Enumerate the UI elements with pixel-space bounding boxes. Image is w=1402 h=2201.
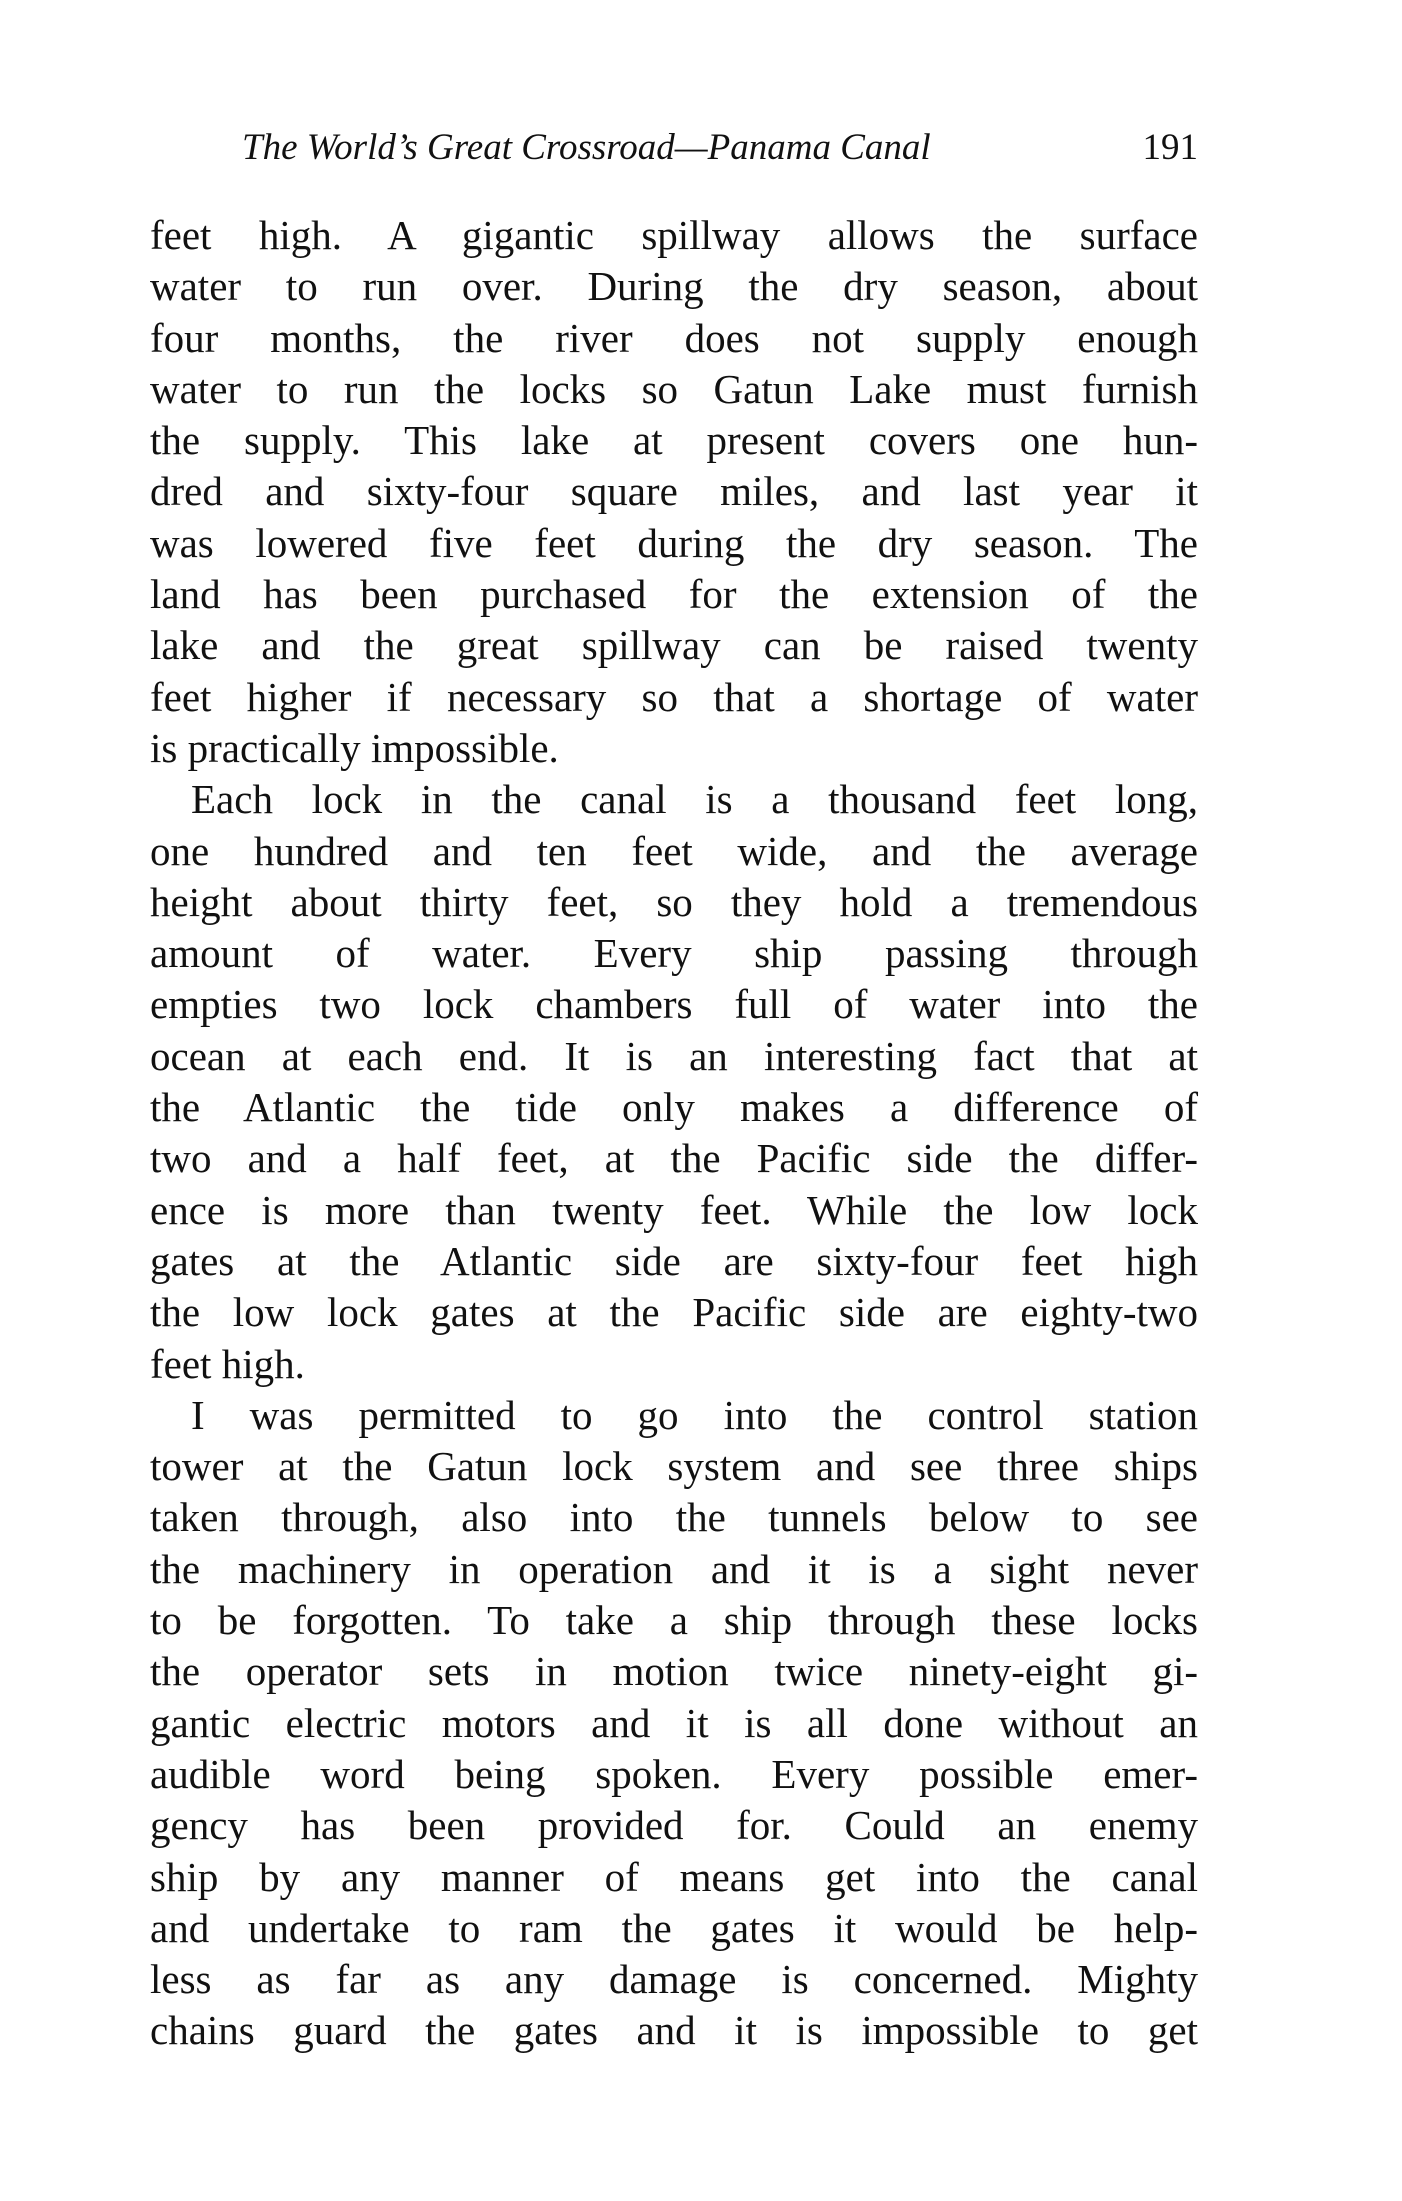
text-line: chains guard the gates and it is impossible to get [150,2007,1198,2054]
text-line: water to run the locks so Gatun Lake must furnish [150,365,1198,412]
text-line: I was permitted to go into the control station [191,1391,1198,1438]
text-line: empties two lock chambers full of water into the [150,981,1198,1028]
text-line: one hundred and ten feet wide, and the average [150,827,1198,874]
text-line: feet higher if necessary so that a shortage of water [150,673,1198,720]
text-line: to be forgotten. To take a ship through these locks [150,1597,1198,1644]
text-line: height about thirty feet, so they hold a tremendous [150,878,1198,925]
text-line: ocean at each end. It is an interesting fact that at [150,1032,1198,1079]
text-line: less as far as any damage is concerned. Mighty [150,1956,1198,2003]
paragraph-3 [150,1390,1198,2057]
text-line: the low lock gates at the Pacific side are eighty-two [150,1289,1198,1336]
text-line: taken through, also into the tunnels below to see [150,1494,1198,1541]
text-line: was lowered five feet during the dry season. The [150,519,1198,566]
text-line: ence is more than twenty feet. While the low lock [150,1186,1198,1233]
text-line: two and a half feet, at the Pacific side the differ- [150,1135,1198,1182]
text-line: is practically impossible. [150,724,559,771]
paragraph-1 [150,210,1198,774]
text-line: and undertake to ram the gates it would be help- [150,1904,1198,1951]
text-line: the supply. This lake at present covers one hun- [150,417,1198,464]
text-line: water to run over. During the dry season, about [150,263,1198,310]
running-title: The World’s Great Crossroad—Panama Canal [242,127,931,168]
text-line: feet high. A gigantic spillway allows the surface [150,212,1198,258]
text-line: amount of water. Every ship passing through [150,930,1198,977]
text-line: tower at the Gatun lock system and see three ships [150,1443,1198,1490]
running-head [150,118,1198,178]
text-line: lake and the great spillway can be raised twenty [150,622,1198,669]
text-line: Each lock in the canal is a thousand feet long, [191,776,1198,823]
text-line: ship by any manner of means get into the canal [150,1853,1198,1900]
text-line: gantic electric motors and it is all done without an [150,1699,1198,1746]
text-line: land has been purchased for the extension of the [150,571,1198,618]
body-text [150,210,1198,2057]
text-line: gates at the Atlantic side are sixty-four feet high [150,1237,1198,1284]
page-number: 191 [1142,127,1198,168]
text-line: feet high. [150,1340,305,1387]
text-line: audible word being spoken. Every possible emer- [150,1750,1198,1797]
text-line: four months, the river does not supply enough [150,314,1198,361]
text-line: dred and sixty-four square miles, and last year it [150,468,1198,515]
text-line: gency has been provided for. Could an enemy [150,1802,1198,1849]
text-line: the operator sets in motion twice ninety-eight gi- [150,1648,1198,1695]
paragraph-2 [150,774,1198,1390]
text-line: the machinery in operation and it is a sight never [150,1545,1198,1592]
text-line: the Atlantic the tide only makes a difference of [150,1084,1198,1131]
